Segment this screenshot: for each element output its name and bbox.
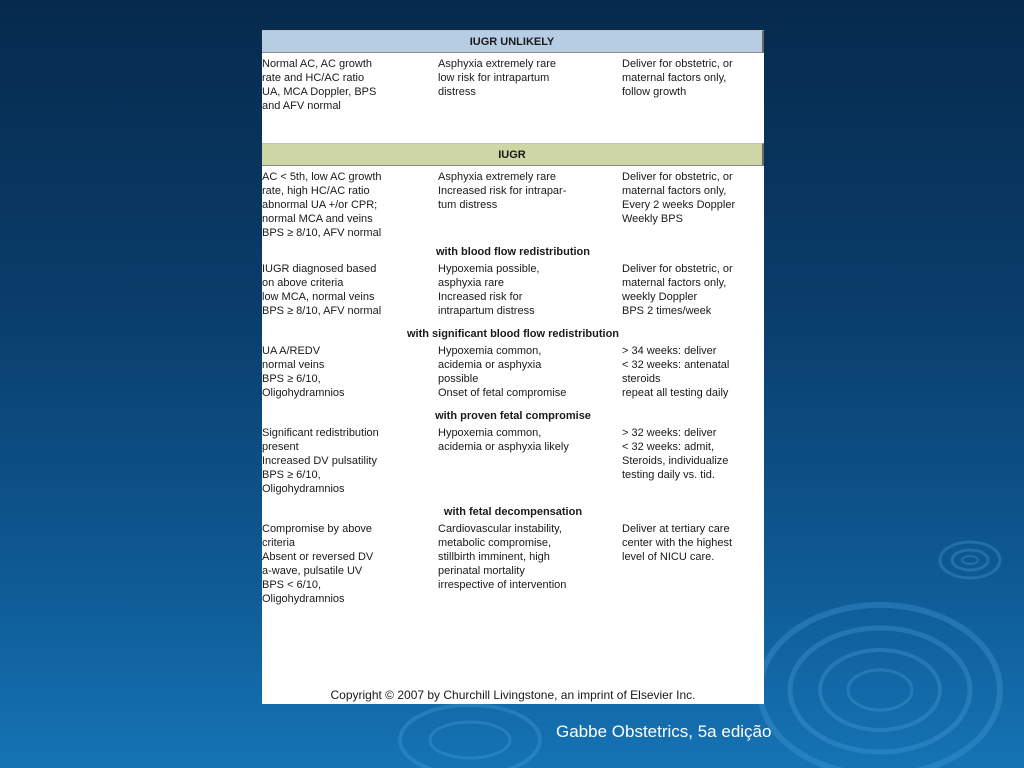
findings-cell: Normal AC, AC growth rate and HC/AC ratio UA, MCA Doppler, BPS and AFV normal [262, 58, 377, 112]
table-row [262, 170, 764, 240]
table-row [262, 426, 764, 496]
section-title: IUGR [262, 143, 764, 166]
management-cell: > 34 weeks: deliver < 32 weeks: antenatal steroids repeat all testing daily [622, 345, 730, 399]
risk-cell: Cardiovascular instability, metabolic compromise, stillbirth imminent, high perinatal mortality irrespective of intervention [438, 523, 567, 591]
table-row [262, 522, 764, 606]
risk-cell: Hypoxemia common, acidemia or asphyxia possible Onset of fetal compromise [438, 345, 567, 399]
findings-cell: UA A/REDV normal veins BPS ≥ 6/10, Oligohydramnios [262, 345, 345, 399]
findings-cell: Significant redistribution present Increased DV pulsatility BPS ≥ 6/10, Oligohydramnios [262, 427, 379, 495]
findings-cell: IUGR diagnosed based on above criteria low MCA, normal veins BPS ≥ 8/10, AFV normal [262, 263, 382, 317]
iugr-table-document [262, 30, 764, 704]
risk-cell: Asphyxia extremely rare low risk for intrapartum distress [438, 58, 556, 98]
table-row [262, 344, 764, 400]
section-title: with significant blood flow redistribution [406, 328, 620, 340]
copyright-note: Copyright © 2007 by Churchill Livingstone, an imprint of Elsevier Inc. [330, 688, 696, 702]
slide-caption: Gabbe Obstetrics, 5a edição [556, 722, 772, 741]
table-row [262, 57, 764, 113]
sections-container [262, 30, 764, 606]
management-cell: Deliver for obstetric, or maternal factors only, weekly Doppler BPS 2 times/week [622, 263, 733, 317]
findings-cell: Compromise by above criteria Absent or reversed DV a-wave, pulsatile UV BPS < 6/10, Oligohydramnios [262, 523, 374, 605]
management-cell: > 32 weeks: deliver < 32 weeks: admit, Steroids, individualize testing daily vs. tid. [622, 427, 729, 481]
section-title: with blood flow redistribution [436, 246, 590, 258]
management-cell: Deliver for obstetric, or maternal factors only, follow growth [622, 58, 733, 98]
management-cell: Deliver at tertiary care center with the highest level of NICU care. [622, 523, 733, 563]
section-title: with proven fetal compromise [435, 410, 591, 422]
findings-cell: AC < 5th, low AC growth rate, high HC/AC ratio abnormal UA +/or CPR; normal MCA and veins BPS ≥ 8/10, AFV normal [262, 171, 382, 239]
risk-cell: Hypoxemia common, acidemia or asphyxia likely [438, 427, 569, 453]
table-row [262, 262, 764, 318]
section-title: with fetal decompensation [443, 506, 583, 518]
risk-cell: Hypoxemia possible, asphyxia rare Increased risk for intrapartum distress [438, 263, 540, 317]
section-title: IUGR UNLIKELY [262, 30, 764, 53]
management-cell: Deliver for obstetric, or maternal factors only, Every 2 weeks Doppler Weekly BPS [622, 171, 736, 225]
risk-cell: Asphyxia extremely rare Increased risk for intrapar- tum distress [438, 171, 567, 211]
